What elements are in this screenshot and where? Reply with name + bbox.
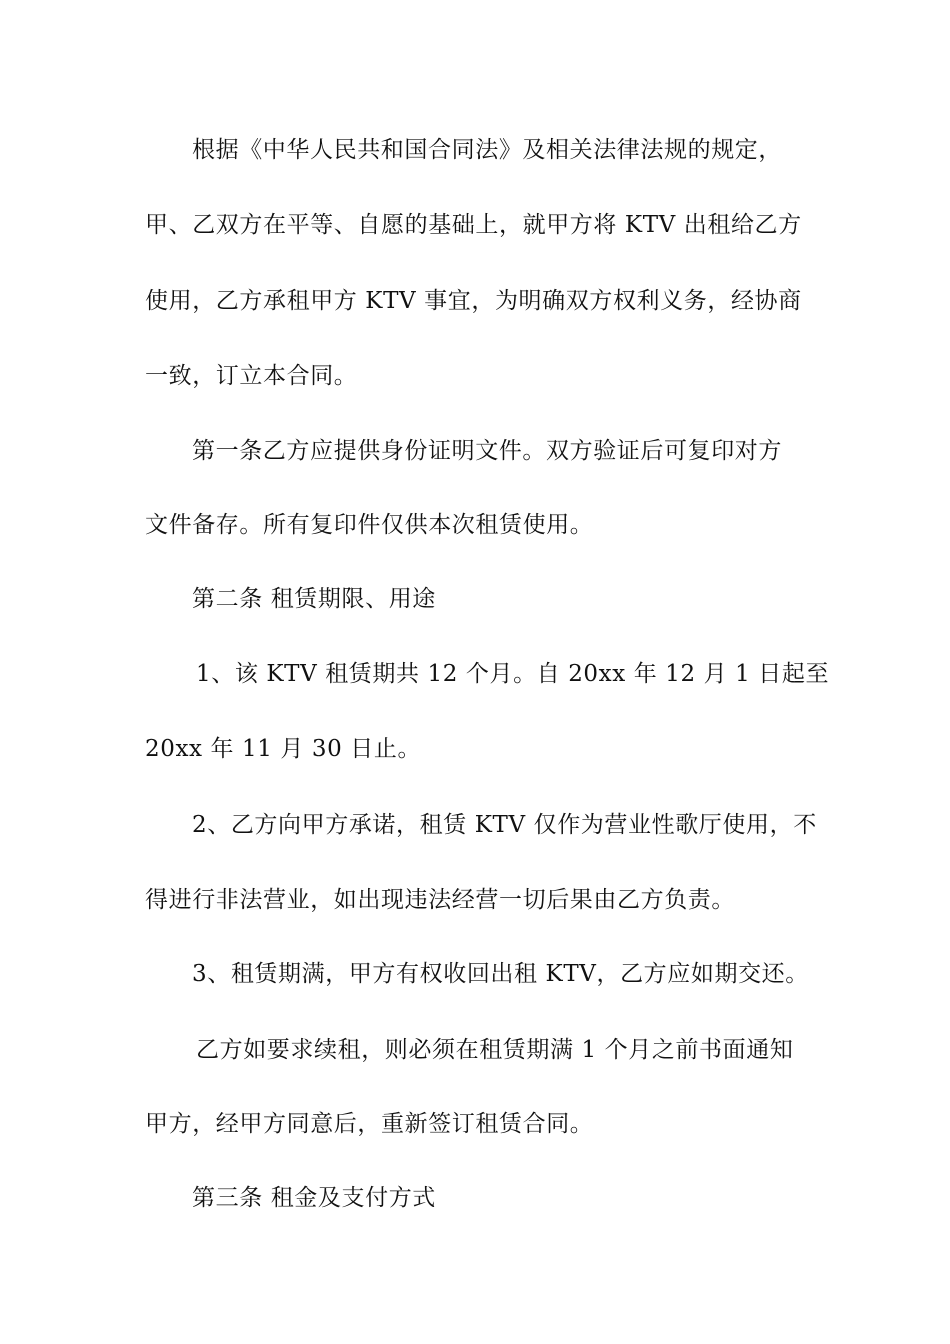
paragraph-line: 得进行非法营业，如出现违法经营一切后果由乙方负责。 bbox=[145, 887, 735, 913]
paragraph-line: 20xx 年 11 月 30 日止。 bbox=[145, 736, 422, 762]
paragraph-line: 根据《中华人民共和国合同法》及相关法律法规的规定， bbox=[192, 137, 782, 163]
paragraph-line: 文件备存。所有复印件仅供本次租赁使用。 bbox=[145, 512, 594, 538]
paragraph-line: 第一条乙方应提供身份证明文件。双方验证后可复印对方 bbox=[192, 438, 782, 464]
paragraph-line: 3、租赁期满，甲方有权收回出租 KTV，乙方应如期交还。 bbox=[192, 961, 809, 987]
paragraph-line: 甲方，经甲方同意后，重新签订租赁合同。 bbox=[145, 1111, 594, 1137]
paragraph-line: 使用，乙方承租甲方 KTV 事宜，为明确双方权利义务，经协商 bbox=[145, 288, 802, 314]
paragraph-line: 一致，订立本合同。 bbox=[145, 363, 358, 389]
paragraph-line: 甲、乙双方在平等、自愿的基础上，就甲方将 KTV 出租给乙方 bbox=[145, 212, 802, 238]
paragraph-line: 乙方如要求续租，则必须在租赁期满 1 个月之前书面通知 bbox=[196, 1037, 794, 1063]
paragraph-line: 1、该 KTV 租赁期共 12 个月。自 20xx 年 12 月 1 日起至 bbox=[196, 661, 830, 687]
section-heading: 第三条 租金及支付方式 bbox=[192, 1185, 436, 1211]
paragraph-line: 2、乙方向甲方承诺，租赁 KTV 仅作为营业性歌厅使用，不 bbox=[192, 812, 817, 838]
section-heading: 第二条 租赁期限、用途 bbox=[192, 586, 436, 612]
